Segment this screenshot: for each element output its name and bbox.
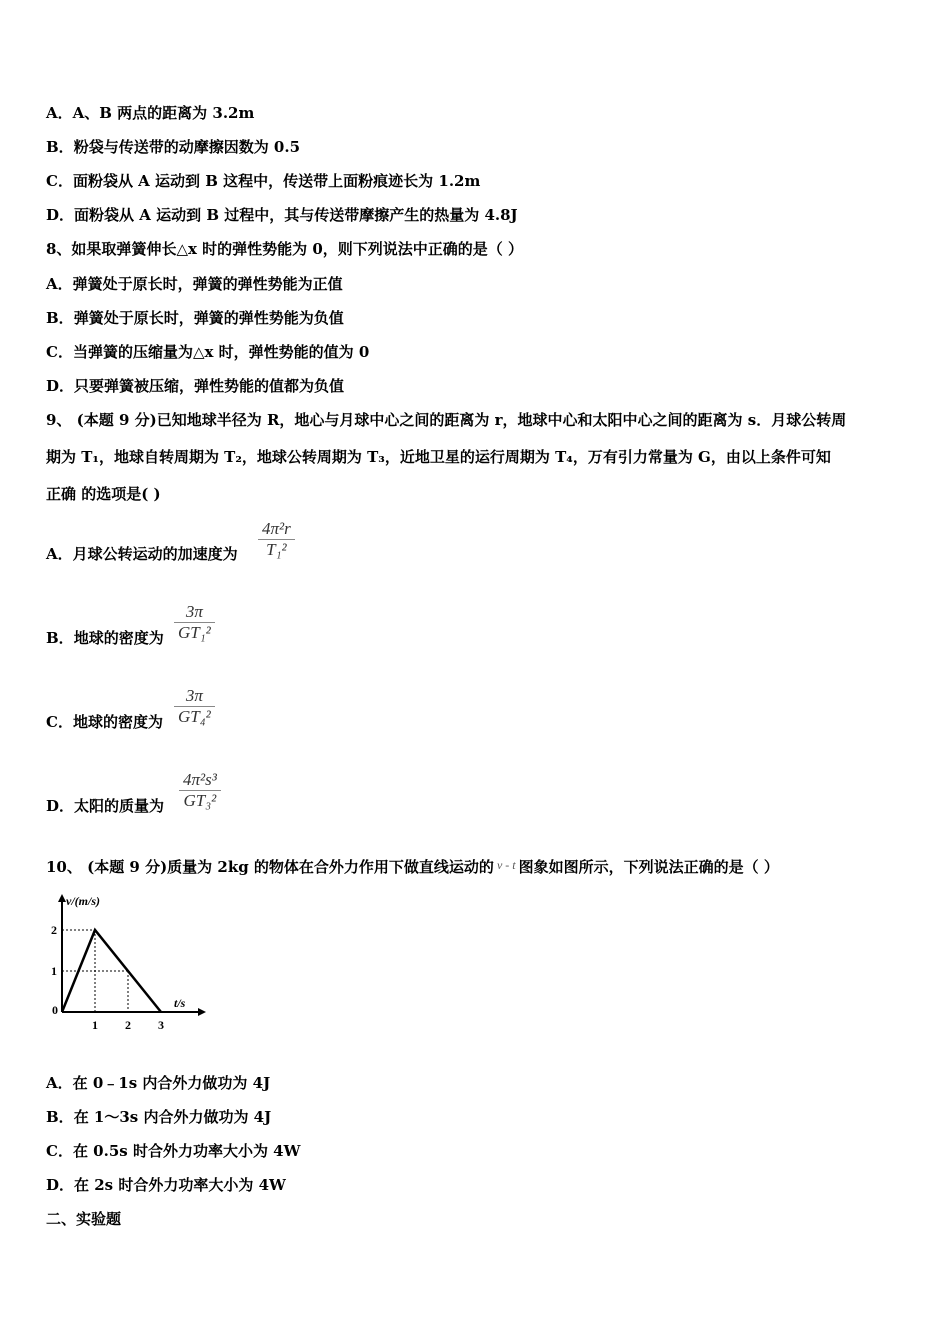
y-axis-arrow [58,894,66,902]
q9-option-b: B．地球的密度为 [46,629,164,647]
formula-numerator: 4π²s³ [183,770,217,789]
q9-option-d-formula [179,770,221,811]
q10-stem: 10、 (本题 9 分)质量为 2kg 的物体在合外力作用下做直线运动的 $^{v - t}$ 图象如图所示，下列说法正确的是（ ） [46,858,779,876]
q9-option-c-formula [174,686,215,727]
x-tick-label: 2 [125,1018,131,1032]
q9-option-c: C．地球的密度为 [46,713,163,731]
formula-denominator: GT₃² [183,791,217,810]
vt-symbol: v - t [496,858,516,872]
formula-numerator: 4π²r [262,519,291,538]
q8-option-a: A．弹簧处于原长时，弹簧的弹性势能为正值 [46,275,343,293]
y-axis-label: v/(m/s) [66,894,100,908]
q7-option-d: D．面粉袋从 A 运动到 B 过程中，其与传送带摩擦产生的热量为 4.8J [46,206,518,224]
formula-denominator: GT₁² [178,623,211,642]
q9-stem-line3: 正确 的选项是( ) [46,485,161,503]
q7-option-a: A．A、B 两点的距离为 3.2m [46,104,255,122]
y-tick-label: 1 [51,964,57,978]
x-tick-label: 0 [52,1003,58,1017]
q9-option-d: D．太阳的质量为 [46,797,165,815]
q8-option-b: B．弹簧处于原长时，弹簧的弹性势能为负值 [46,309,344,327]
q7-option-c: C．面粉袋从 A 运动到 B 这程中，传送带上面粉痕迹长为 1.2m [46,172,481,190]
formula-numerator: 3π [185,686,203,705]
q9-option-a-formula [258,519,295,560]
q8-stem: 8、如果取弹簧伸长△x 时的弹性势能为 0，则下列说法中正确的是（ ） [46,240,524,258]
x-tick-label: 1 [92,1018,98,1032]
vt-chart [40,890,210,1040]
q7-option-b: B．粉袋与传送带的动摩擦因数为 0.5 [46,138,301,156]
q9-stem-line1: 9、 (本题 9 分)已知地球半径为 R，地心与月球中心之间的距离为 r，地球中心和太阳中心之间的距离为 s．月球公转周 [46,411,847,429]
q10-option-a: A．在 0﹣1s 内合外力做功为 4J [46,1074,271,1092]
x-tick-label: 3 [158,1018,164,1032]
q9-stem-line2: 期为 T₁，地球自转周期为 T₂，地球公转周期为 T₃，近地卫星的运行周期为 T₄，万有引力常量为 G，由以上条件可知 [46,448,831,466]
x-axis-label: t/s [174,996,186,1010]
x-axis-arrow [198,1008,206,1016]
formula-denominator: T₁² [266,540,287,559]
formula-denominator: GT₄² [178,707,211,726]
y-tick-label: 2 [51,923,57,937]
q10-option-d: D．在 2s 时合外力功率大小为 4W [46,1176,286,1194]
q9-option-b-formula [174,602,215,643]
section-title: 二、实验题 [46,1210,122,1228]
q10-option-b: B．在 1～3s 内合外力做功为 4J [46,1108,272,1126]
q10-option-c: C．在 0.5s 时合外力功率大小为 4W [46,1142,301,1160]
q8-option-c: C．当弹簧的压缩量为△x 时，弹性势能的值为 0 [46,343,370,361]
q8-option-d: D．只要弹簧被压缩，弹性势能的值都为负值 [46,377,345,395]
q9-option-a: A．月球公转运动的加速度为 [46,545,238,563]
formula-numerator: 3π [185,602,203,621]
